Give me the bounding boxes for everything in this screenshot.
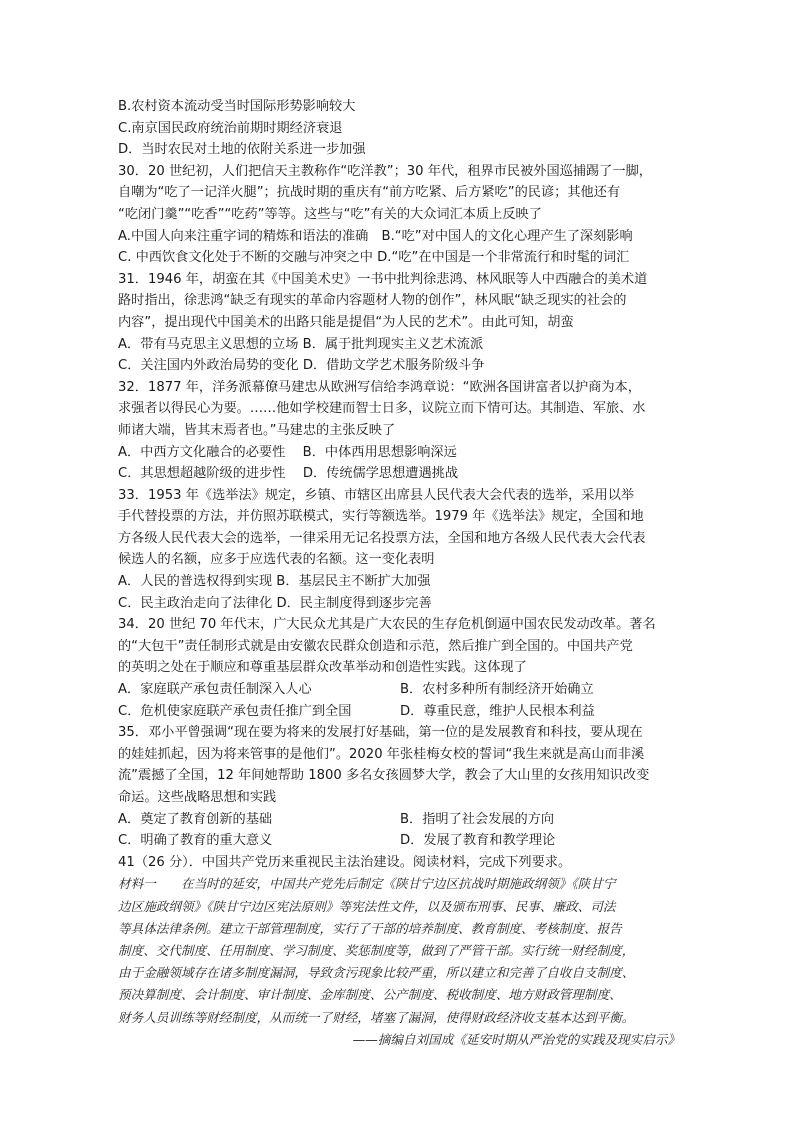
- question-stem-line: “吃闭门羹”“吃香”“吃药”等等。这些与“吃”有关的大众词汇本质上反映了: [118, 206, 542, 222]
- question-stem-line: 32．1877 年，洋务派幕僚马建忠从欧洲写信给李鸿章说：“欧洲各国讲富者以护商为本，: [118, 379, 641, 395]
- material-line: 材料一 在当时的延安，中国共产党先后制定《陕甘宁边区抗战时期施政纲领》《陕甘宁: [118, 876, 616, 892]
- options-line-ab: A．中西方文化融合的必要性 B．中体西用思想影响深远: [118, 444, 457, 460]
- options-row-ab: [118, 679, 680, 701]
- material-line: 等具体法律条例。建立干部管理制度，实行了干部的培养制度、教育制度、考核制度、报告: [118, 920, 622, 936]
- material-line: 制度、交代制度、任用制度、学习制度、奖惩制度等，做到了严管干部。实行统一财经制度，: [118, 942, 635, 958]
- option-d: D．尊重民意，维护人民根本利益: [400, 703, 595, 719]
- question-stem-line: 师诸大端，皆其末焉者也。”马建忠的主张反映了: [118, 422, 396, 438]
- material-one: [118, 873, 680, 1051]
- exam-page: [118, 96, 680, 1051]
- question-stem-line: 方各级人民代表大会的选举，一律采用无记名投票方法，全国和地方各级人民代表大会代表: [118, 530, 646, 546]
- question-stem-line: 41（26 分）．中国共产党历来重视民主法治建设。阅读材料，完成下列要求。: [118, 854, 572, 870]
- question-stem-line: 流”震撼了全国，12 年间她帮助 1800 多名女孩圆梦大学，教会了大山里的女孩用知识改变: [118, 768, 650, 784]
- question-30: [118, 161, 680, 269]
- options-line-ab: A.中国人向来注重字词的精炼和语法的准确 B.“吃”对中国人的文化心理产生了深刻影响: [118, 228, 633, 244]
- question-stem-line: 手代替投票的方法，并仿照苏联模式，实行等额选举。1979 年《选举法》规定，全国和地: [118, 509, 644, 525]
- option-b: B．农村多种所有制经济开始确立: [400, 682, 594, 698]
- question-stem-line: 候选人的名额，应多于应选代表的名额。这一变化表明: [118, 552, 435, 568]
- options-line-cd: C. 中西饮食文化处于不断的交融与冲突之中 D.“吃”在中国是一个非常流行和时髦的词汇: [118, 250, 630, 266]
- question-34: [118, 614, 680, 722]
- options-row-cd: [118, 830, 680, 852]
- question-31: [118, 269, 680, 377]
- question-stem-line: 的英明之处在于顺应和尊重基层群众改革举动和创造性实践。这体现了: [118, 660, 527, 676]
- options-line-cd: C．其思想超越阶级的进步性 D．传统儒学思想遭遇挑战: [118, 466, 459, 482]
- option-a: A．奠定了教育创新的基础: [118, 811, 273, 827]
- question-stem-line: 求强者以得民心为要。……他如学校建而智士日多，议院立而下情可达。其制造、军旅、水: [118, 401, 646, 417]
- option-a: A．家庭联产承包责任制深入人心: [118, 682, 312, 698]
- question-stem-line: 路时指出，徐悲鸿“缺乏有现实的革命内容题材人物的创作”，林风眠“缺乏现实的社会的: [118, 293, 627, 309]
- material-line: 边区施政纲领》《陕甘宁边区宪法原则》等宪法性文件，以及颁布刑事、民事、廉政、司法: [118, 898, 616, 914]
- option-b: B．指明了社会发展的方向: [400, 811, 555, 827]
- question-35: [118, 722, 680, 852]
- question-32: [118, 377, 680, 485]
- option-c: C．明确了教育的重大意义: [118, 833, 273, 849]
- options-row-cd: [118, 701, 680, 723]
- question-stem-line: 内容”，提出现代中国美术的出路只能是提倡“为人民的艺术”。由此可知，胡蛮: [118, 314, 574, 330]
- options-row-ab: [118, 809, 680, 831]
- option-b: B.农村资本流动受当时国际形势影响较大: [118, 99, 356, 114]
- question-stem-line: 33．1953 年《选举法》规定，乡镇、市辖区出席县人民代表大会代表的选举，采用以举: [118, 487, 635, 503]
- question-stem-line: 自嘲为“吃了一记洋火腿”；抗战时期的重庆有“前方吃紧、后方紧吃”的民谚；其他还有: [118, 185, 621, 201]
- material-line: 财务人员训练等财经制度，从而统一了财经，堵塞了漏洞，使得财政经济收支基本达到平衡。: [118, 1009, 635, 1025]
- question-stem-line: 命运。这些战略思想和实践: [118, 790, 277, 805]
- options-line-ab: A．带有马克思主义思想的立场 B．属于批判现实主义艺术流派: [118, 336, 484, 352]
- question-29: [118, 96, 680, 161]
- question-stem-line: 的娃娃抓起，因为将来管事的是他们”。2020 年张桂梅女校的誓词“我生来就是高山而非溪: [118, 746, 645, 762]
- question-stem-line: 34．20 世纪 70 年代末，广大民众尤其是广大农民的生存危机倒逼中国农民发动改革。著名: [118, 617, 656, 633]
- option-c: C．危机使家庭联产承包责任推广到全国: [118, 703, 352, 719]
- question-stem-line: 35．邓小平曾强调“现在要为将来的发展打好基础，第一位的是发展教育和科技，要从现在: [118, 725, 643, 741]
- option-d: D．发展了教育和教学理论: [400, 833, 556, 849]
- question-41: [118, 852, 680, 1051]
- question-stem-line: 30．20 世纪初，人们把信天主教称作“吃洋教”；30 年代，租界市民被外国巡捕踢了一脚，: [118, 163, 652, 179]
- options-line-ab: A．人民的普选权得到实现 B．基层民主不断扩大加强: [118, 574, 431, 590]
- option-c: C.南京国民政府统治前期时期经济衰退: [118, 120, 343, 136]
- options-line-cd: C．关注国内外政治局势的变化 D．借助文学艺术服务阶级斗争: [118, 358, 485, 374]
- material-line: 预决算制度、会计制度、审计制度、金库制度、公产制度、税收制度、地方财政管理制度、: [118, 987, 622, 1003]
- question-stem-line: 31．1946 年，胡蛮在其《中国美术史》一书中批判徐悲鸿、林风眠等人中西融合的美术道: [118, 271, 648, 287]
- material-source: ——摘编自刘国成《延安时期从严治党的实践及现实启示》: [352, 1031, 680, 1047]
- options-line-cd: C．民主政治走向了法律化 D．民主制度得到逐步完善: [118, 595, 432, 611]
- material-line: 由于金融领域存在诸多制度漏洞，导致贪污现象比较严重，所以建立和完善了自收自支制度、: [118, 965, 635, 981]
- option-d: D．当时农民对土地的依附关系进一步加强: [118, 142, 366, 158]
- question-33: [118, 485, 680, 615]
- question-stem-line: 的“大包干”责任制形式就是由安徽农民群众创造和示范，然后推广到全国的。中国共产党: [118, 638, 633, 654]
